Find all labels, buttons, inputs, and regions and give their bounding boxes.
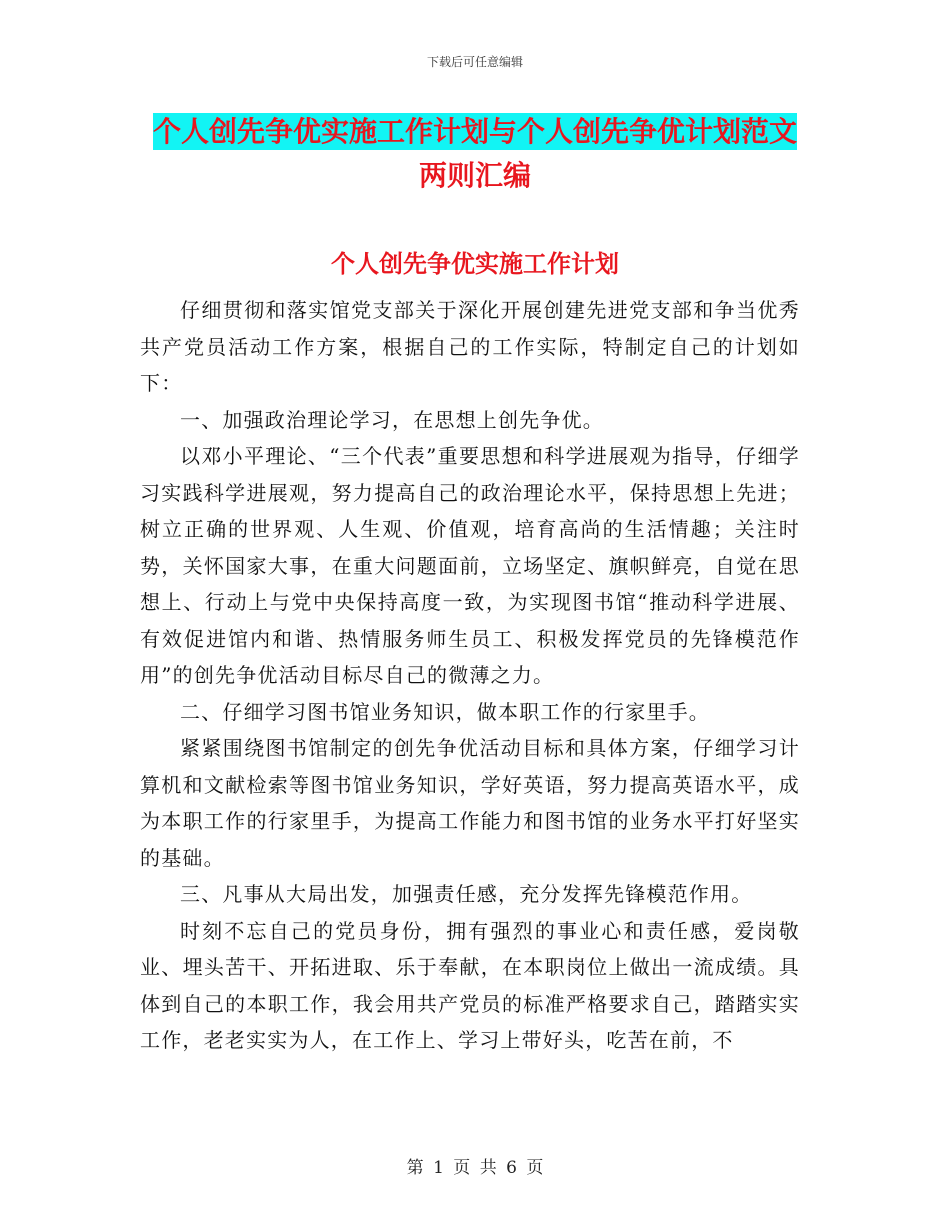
paragraph-item-1: 以邓小平理论、“三个代表”重要思想和科学进展观为指导，仔细学习实践科学进展观，努力提高自己的政治理论水平，保持思想上先进；树立正确的世界观、人生观、价值观，培育高尚的生活情趣；关注时势，关怀国家大事，在重大问题面前，立场坚定、旗帜鲜亮，自觉在思想上、行动上与党中央保持高度一致，为实现图书馆“推动科学进展、有效促进馆内和谐、热情服务师生员工、积极发挥党员的先锋模范作用”的创先争优活动目标尽自己的微薄之力。: [140, 444, 800, 687]
paragraph-item-2: 紧紧围绕图书馆制定的创先争优活动目标和具体方案，仔细学习计算机和文献检索等图书馆业务知识，学好英语，努力提高英语水平，成为本职工作的行家里手，为提高工作能力和图书馆的业务水平打好坚实的基础。: [140, 736, 800, 870]
title-line-2: 两则汇编: [418, 159, 531, 192]
paragraph-item-3: 时刻不忘自己的党员身份，拥有强烈的事业心和责任感，爱岗敬业、埋头苦干、开拓进取、乐于奉献，在本职岗位上做出一流成绩。具体到自己的本职工作，我会用共产党员的标准严格要求自己，踏踏实实工作，老老实实为人，在工作上、学习上带好头，吃苦在前，不: [140, 918, 800, 1052]
header-note: 下载后可任意编辑: [426, 55, 523, 69]
section-title: 个人创先争优实施工作计划: [331, 250, 619, 278]
heading-item-3: 三、凡事从大局出发，加强责任感，充分发挥先锋模范作用。: [180, 882, 753, 906]
paragraph-intro: 仔细贯彻和落实馆党支部关于深化开展创建先进党支部和争当优秀共产党员活动工作方案，根据自己的工作实际，特制定自己的计划如下：: [140, 298, 800, 395]
document-title: [140, 110, 810, 198]
title-line-1: 个人创先争优实施工作计划与个人创先争优计划范文: [152, 115, 797, 148]
heading-item-1: 一、加强政治理论学习，在思想上创先争优。: [180, 407, 604, 432]
page-footer: 第 1 页 共 6 页: [406, 1158, 544, 1178]
document-body: [140, 292, 800, 1059]
heading-item-2: 二、仔细学习图书馆业务知识，做本职工作的行家里手。: [180, 699, 710, 724]
